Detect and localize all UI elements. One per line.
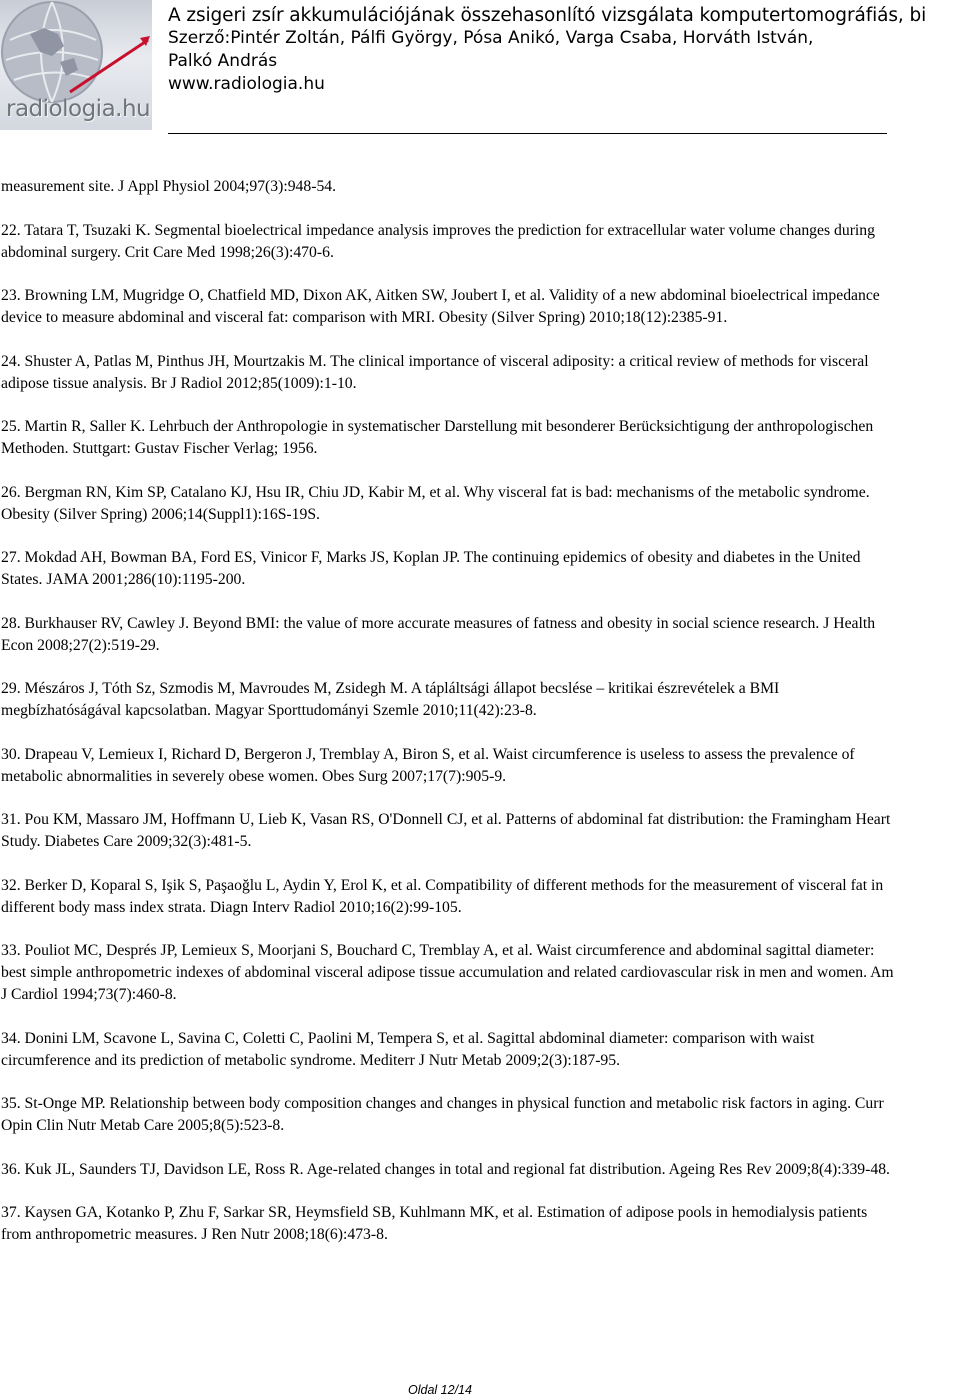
authors-line: Palkó András [168, 51, 278, 71]
header-divider [168, 133, 887, 134]
reference-item: 27. Mokdad AH, Bowman BA, Ford ES, Vinicor F, Marks JS, Koplan JP. The continuing epidemics of obesity and diabetes in the United States. JAMA 2001;286(10):1195-200. [1, 549, 861, 588]
reference-item: 24. Shuster A, Patlas M, Pinthus JH, Mourtzakis M. The clinical importance of visceral adiposity: a critical review of methods for visceral adipose tissue analysis. Br J Radiol 2012;85(1009):1-10. [1, 352, 869, 392]
reference-item: measurement site. J Appl Physiol 2004;97(3):948-54. [1, 178, 337, 195]
document-title: A zsigeri zsír akkumulációjának összehasonlító vizsgálata komputertomográfiás, bi [168, 5, 927, 26]
document-header [168, 4, 960, 96]
site-logo[interactable] [0, 0, 152, 130]
reference-item: 33. Pouliot MC, Després JP, Lemieux S, Moorjani S, Bouchard C, Tremblay A, et al. Waist circumference and abdominal sagittal diameter: best simple anthropometric indexes of abdominal visceral adipose tissue accumulation and related cardiovascular risk in men and women. Am J Cardiol 1994;73(7):460-8. [1, 942, 894, 1003]
reference-item: 35. St-Onge MP. Relationship between body composition changes and changes in physical function and metabolic risk factors in aging. Curr Opin Clin Nutr Metab Care 2005;8(5):523-8. [1, 1095, 884, 1134]
reference-item: 25. Martin R, Saller K. Lehrbuch der Anthropologie in systematischer Darstellung mit besonderer Berücksichtigung der anthropologischen Methoden. Stuttgart: Gustav Fischer Verlag; 1956. [1, 418, 874, 457]
reference-item: 29. Mészáros J, Tóth Sz, Szmodis M, Mavroudes M, Zsidegh M. A tápláltsági állapot becslése – kritikai észrevételek a BMI megbízhatóságával kapcsolatban. Magyar Sporttudományi Szemle 2010;11(42):23-8. [1, 680, 780, 719]
reference-item: 36. Kuk JL, Saunders TJ, Davidson LE, Ross R. Age-related changes in total and regional fat distribution. Ageing Res Rev 2009;8(4):339-48. [1, 1160, 890, 1178]
site-url[interactable]: www.radiologia.hu [168, 74, 325, 94]
reference-item: 22. Tatara T, Tsuzaki K. Segmental bioelectrical impedance analysis improves the prediction for extracellular water volume changes during abdominal surgery. Crit Care Med 1998;26(3):470-6. [1, 221, 875, 261]
reference-item: 31. Pou KM, Massaro JM, Hoffmann U, Lieb K, Vasan RS, O'Donnell CJ, et al. Patterns of abdominal fat distribution: the Framingham Heart Study. Diabetes Care 2009;32(3):481-5. [1, 811, 891, 850]
reference-item: 34. Donini LM, Scavone L, Savina C, Coletti C, Paolini M, Tempera S, et al. Sagittal abdominal diameter: comparison with waist circumference and its prediction of metabolic syndrome. Mediterr J Nutr Metab 2009;2(3):187-95. [1, 1029, 815, 1069]
reference-item: 28. Burkhauser RV, Cawley J. Beyond BMI: the value of more accurate measures of fatness and obesity in social science research. J Health Econ 2008;27(2):519-29. [1, 614, 876, 654]
reference-item: 32. Berker D, Koparal S, Işik S, Paşaoğlu L, Aydin Y, Erol K, et al. Compatibility of different methods for the measurement of visceral fat in different body mass index strata. Diagn Interv Radiol 2010;16(2):99-105. [1, 876, 884, 916]
reference-item: 30. Drapeau V, Lemieux I, Richard D, Bergeron J, Tremblay A, Biron S, et al. Waist circumference is useless to assess the prevalence of metabolic abnormalities in severely obese women. Obes Surg 2007;17(7):905-9. [1, 745, 855, 785]
reference-item: 26. Bergman RN, Kim SP, Catalano KJ, Hsu IR, Chiu JD, Kabir M, et al. Why visceral fat is bad: mechanisms of the metabolic syndrome. Obesity (Silver Spring) 2006;14(Suppl1):16S-19S. [1, 483, 870, 523]
reference-item: 23. Browning LM, Mugridge O, Chatfield MD, Dixon AK, Aitken SW, Joubert I, et al. Validity of a new abdominal bioelectrical impedance device to measure abdominal and visceral fat: comparison with MRI. Obesity (Silver Spring) 2010;18(12):2385-91. [1, 287, 880, 326]
reference-item: 37. Kaysen GA, Kotanko P, Zhu F, Sarkar SR, Heymsfield SB, Kuhlmann MK, et al. Estimation of adipose pools in hemodialysis patients from anthropometric measures. J Ren Nutr 2008;18(6):473-8. [1, 1204, 868, 1243]
reference-list [1, 176, 901, 1268]
logo-text: radiologia.hu [6, 96, 151, 122]
authors-line: Szerző:Pintér Zoltán, Pálfi György, Pósa Anikó, Varga Csaba, Horváth István, [168, 28, 814, 48]
page-number: Oldal 12/14 [408, 1383, 472, 1397]
